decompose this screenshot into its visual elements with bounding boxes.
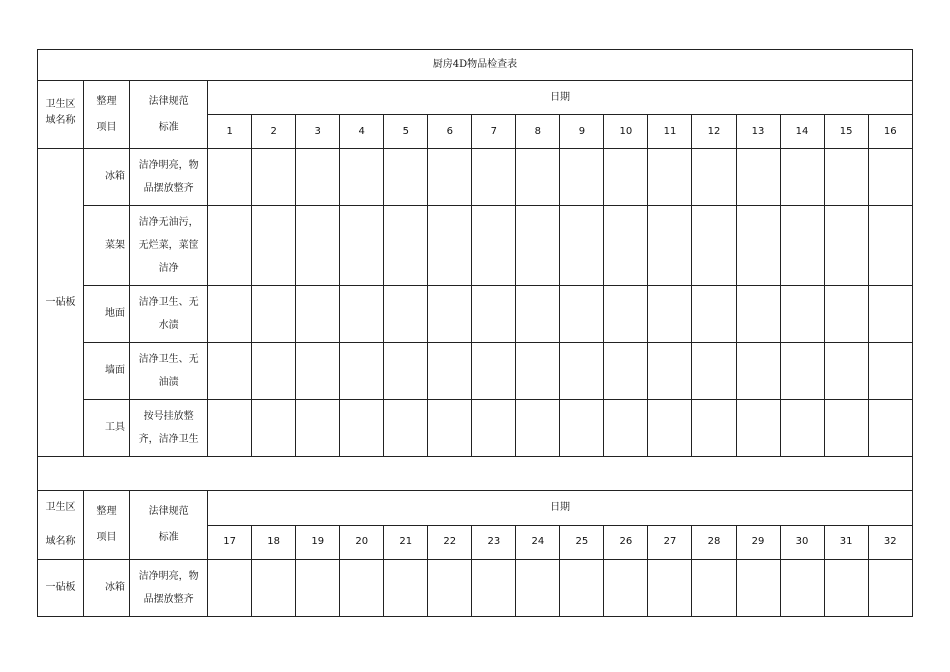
day-header: 10	[604, 115, 648, 149]
norm-text	[130, 149, 208, 206]
day-header: 15	[824, 115, 868, 149]
page-title: 厨房4D物品检查表	[38, 50, 913, 81]
item-name-text: 墙面	[105, 365, 126, 376]
day-header: 17	[208, 525, 252, 560]
norm-column-header-line1: 法律规范	[148, 95, 189, 107]
table-row	[38, 400, 913, 457]
check-cell[interactable]	[516, 400, 560, 457]
day-header: 5	[384, 115, 428, 149]
check-cell[interactable]	[736, 149, 780, 206]
check-cell[interactable]	[428, 149, 472, 206]
check-cell[interactable]	[516, 560, 560, 617]
check-cell[interactable]	[560, 343, 604, 400]
day-header: 21	[384, 525, 428, 560]
check-cell[interactable]	[252, 206, 296, 286]
inspection-table	[37, 49, 913, 617]
check-cell[interactable]	[824, 149, 868, 206]
day-header: 20	[340, 525, 384, 560]
check-cell[interactable]	[604, 560, 648, 617]
norm-text-text: 洁净明亮，物品摆放整齐	[138, 571, 199, 605]
check-cell[interactable]	[560, 286, 604, 343]
norm-text	[130, 286, 208, 343]
check-cell[interactable]	[428, 343, 472, 400]
check-cell[interactable]	[648, 286, 692, 343]
norm-column-header-line2: 标准	[158, 532, 179, 543]
check-cell[interactable]	[516, 149, 560, 206]
date-header-text: 日期	[550, 91, 571, 103]
check-cell[interactable]	[604, 400, 648, 457]
day-header: 7	[472, 115, 516, 149]
check-cell[interactable]	[648, 400, 692, 457]
check-cell[interactable]	[252, 400, 296, 457]
norm-column-header-line2: 标准	[158, 121, 179, 133]
check-cell[interactable]	[692, 560, 736, 617]
item-name	[84, 343, 130, 400]
item-name-text: 工具	[105, 422, 126, 433]
check-cell[interactable]	[560, 206, 604, 286]
table-row	[38, 343, 913, 400]
item-column-header-line2: 项目	[96, 532, 117, 543]
check-cell[interactable]	[560, 149, 604, 206]
check-cell[interactable]	[824, 286, 868, 343]
norm-text	[130, 400, 208, 457]
day-header: 30	[780, 525, 824, 560]
check-cell[interactable]	[736, 286, 780, 343]
norm-text-text: 按号挂放整齐，洁净卫生	[138, 411, 199, 445]
check-cell[interactable]	[472, 560, 516, 617]
check-cell[interactable]	[252, 286, 296, 343]
day-header: 6	[428, 115, 472, 149]
check-cell[interactable]	[340, 400, 384, 457]
norm-column-header	[130, 491, 208, 560]
check-cell[interactable]	[384, 560, 428, 617]
check-cell[interactable]	[824, 343, 868, 400]
check-cell[interactable]	[472, 149, 516, 206]
check-cell[interactable]	[472, 206, 516, 286]
check-cell[interactable]	[340, 343, 384, 400]
check-cell[interactable]	[384, 286, 428, 343]
table-row	[38, 149, 913, 206]
check-cell[interactable]	[208, 206, 252, 286]
item-column-header	[84, 491, 130, 560]
day-header: 4	[340, 115, 384, 149]
check-cell[interactable]	[648, 560, 692, 617]
check-cell[interactable]	[824, 560, 868, 617]
check-cell[interactable]	[780, 286, 824, 343]
area-column-header-text: 卫生区域名称	[45, 99, 76, 126]
check-cell[interactable]	[868, 149, 912, 206]
check-cell[interactable]	[472, 286, 516, 343]
check-cell[interactable]	[560, 400, 604, 457]
check-cell[interactable]	[296, 286, 340, 343]
check-cell[interactable]	[340, 206, 384, 286]
day-header: 24	[516, 525, 560, 560]
check-cell[interactable]	[428, 560, 472, 617]
check-cell[interactable]	[604, 286, 648, 343]
item-name	[84, 206, 130, 286]
norm-text-text: 洁净卫生、无水渍	[138, 297, 199, 331]
item-name	[84, 400, 130, 457]
day-header: 9	[560, 115, 604, 149]
norm-column-header	[130, 81, 208, 149]
check-cell[interactable]	[208, 343, 252, 400]
day-header: 8	[516, 115, 560, 149]
check-cell[interactable]	[868, 400, 912, 457]
day-header: 25	[560, 525, 604, 560]
check-cell[interactable]	[736, 206, 780, 286]
norm-text	[130, 560, 208, 617]
check-cell[interactable]	[516, 286, 560, 343]
check-cell[interactable]	[692, 343, 736, 400]
date-header-text: 日期	[550, 501, 571, 513]
check-cell[interactable]	[296, 343, 340, 400]
day-header: 19	[296, 525, 340, 560]
area-column-header	[38, 491, 84, 560]
check-cell[interactable]	[604, 343, 648, 400]
item-name	[84, 560, 130, 617]
check-cell[interactable]	[648, 343, 692, 400]
spacer-row	[38, 457, 913, 491]
area-name-text: 一砧板	[45, 296, 76, 308]
check-cell[interactable]	[208, 400, 252, 457]
day-header: 28	[692, 525, 736, 560]
norm-text-text: 洁净卫生、无油渍	[138, 354, 199, 388]
check-cell[interactable]	[692, 400, 736, 457]
day-header: 23	[472, 525, 516, 560]
day-header: 12	[692, 115, 736, 149]
area-column-header-text: 卫生区域名称	[45, 502, 76, 547]
check-cell[interactable]	[824, 400, 868, 457]
check-cell[interactable]	[252, 149, 296, 206]
day-header: 3	[296, 115, 340, 149]
check-cell[interactable]	[384, 343, 428, 400]
check-cell[interactable]	[472, 343, 516, 400]
check-cell[interactable]	[824, 206, 868, 286]
check-cell[interactable]	[604, 206, 648, 286]
day-header: 16	[868, 115, 912, 149]
check-cell[interactable]	[780, 149, 824, 206]
check-cell[interactable]	[208, 286, 252, 343]
check-cell[interactable]	[428, 206, 472, 286]
check-cell[interactable]	[340, 149, 384, 206]
norm-text-text: 洁净明亮，物品摆放整齐	[138, 160, 199, 194]
check-cell[interactable]	[384, 206, 428, 286]
check-cell[interactable]	[296, 149, 340, 206]
item-name-text: 冰箱	[105, 582, 126, 593]
day-header: 14	[780, 115, 824, 149]
day-header: 1	[208, 115, 252, 149]
norm-text	[130, 343, 208, 400]
check-cell[interactable]	[868, 286, 912, 343]
check-cell[interactable]	[868, 560, 912, 617]
check-cell[interactable]	[780, 400, 824, 457]
check-cell[interactable]	[252, 343, 296, 400]
area-column-header	[38, 81, 84, 149]
spacer-cell	[38, 457, 913, 491]
day-header: 26	[604, 525, 648, 560]
check-cell[interactable]	[384, 149, 428, 206]
day-header: 29	[736, 525, 780, 560]
check-cell[interactable]	[516, 206, 560, 286]
day-header: 27	[648, 525, 692, 560]
table-body	[38, 50, 913, 617]
day-header: 2	[252, 115, 296, 149]
check-cell[interactable]	[296, 206, 340, 286]
check-cell[interactable]	[428, 286, 472, 343]
day-header: 18	[252, 525, 296, 560]
item-column-header	[84, 81, 130, 149]
check-cell[interactable]	[868, 206, 912, 286]
check-cell[interactable]	[428, 400, 472, 457]
check-cell[interactable]	[692, 286, 736, 343]
day-header: 31	[824, 525, 868, 560]
table-row	[38, 206, 913, 286]
table-row	[38, 560, 913, 617]
item-column-header-line1: 整理	[96, 506, 117, 517]
item-name-text: 地面	[105, 308, 126, 319]
date-header	[208, 81, 913, 115]
check-cell[interactable]	[340, 286, 384, 343]
check-cell[interactable]	[736, 560, 780, 617]
table-row	[38, 286, 913, 343]
title-row	[38, 50, 913, 81]
item-name-text: 冰箱	[105, 171, 126, 182]
item-name-text: 菜架	[105, 239, 126, 251]
norm-column-header-line1: 法律规范	[148, 506, 189, 517]
item-name	[84, 286, 130, 343]
item-column-header-line2: 项目	[96, 121, 117, 133]
check-cell[interactable]	[296, 560, 340, 617]
check-cell[interactable]	[208, 560, 252, 617]
check-cell[interactable]	[736, 400, 780, 457]
check-cell[interactable]	[780, 343, 824, 400]
check-cell[interactable]	[516, 343, 560, 400]
check-cell[interactable]	[648, 206, 692, 286]
check-cell[interactable]	[604, 149, 648, 206]
area-name-text: 一砧板	[45, 582, 76, 593]
check-cell[interactable]	[560, 560, 604, 617]
check-cell[interactable]	[692, 206, 736, 286]
header-row	[38, 81, 913, 115]
day-header: 32	[868, 525, 912, 560]
check-cell[interactable]	[472, 400, 516, 457]
check-cell[interactable]	[780, 560, 824, 617]
check-cell[interactable]	[648, 149, 692, 206]
header-row	[38, 491, 913, 526]
item-column-header-line1: 整理	[96, 95, 117, 107]
check-cell[interactable]	[384, 400, 428, 457]
day-header: 13	[736, 115, 780, 149]
norm-text-text: 洁净无油污，无烂菜，菜筐洁净	[138, 217, 199, 274]
day-header: 11	[648, 115, 692, 149]
check-cell[interactable]	[736, 343, 780, 400]
check-cell[interactable]	[208, 149, 252, 206]
check-cell[interactable]	[780, 206, 824, 286]
check-cell[interactable]	[692, 149, 736, 206]
area-name	[38, 149, 84, 457]
check-cell[interactable]	[340, 560, 384, 617]
date-header	[208, 491, 913, 526]
day-header: 22	[428, 525, 472, 560]
check-cell[interactable]	[296, 400, 340, 457]
check-cell[interactable]	[252, 560, 296, 617]
area-name	[38, 560, 84, 617]
check-cell[interactable]	[868, 343, 912, 400]
item-name	[84, 149, 130, 206]
norm-text	[130, 206, 208, 286]
